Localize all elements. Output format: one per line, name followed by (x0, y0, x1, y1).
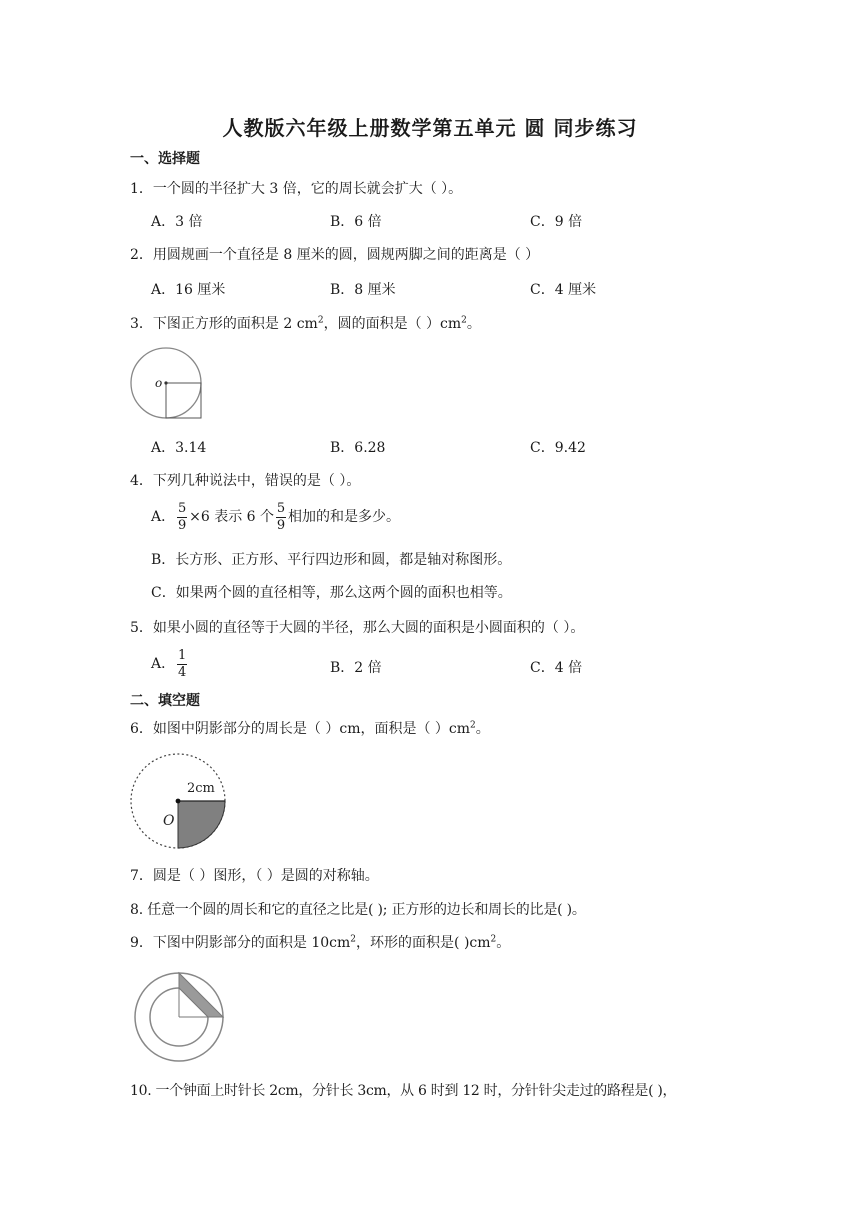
question-4: 4．下列几种说法中，错误的是（ ）。 (130, 473, 361, 489)
section-fill-heading: 二、填空题 (130, 693, 200, 709)
q4-option-a (151, 502, 400, 532)
question-9 (130, 935, 510, 952)
q1-option-a: A．3 倍 (151, 214, 203, 230)
q5-option-a (151, 649, 189, 679)
q2-option-c: C．4 厘米 (530, 282, 597, 298)
q6-text-b: 。 (475, 721, 490, 737)
page-title: 人教版六年级上册数学第五单元 圆 同步练习 (222, 116, 638, 140)
q4-fraction-1 (177, 502, 187, 532)
question-10: 10. 一个钟面上时针长 2cm，分针长 3cm，从 6 时到 12 时，分针针尖走过的路程是( )， (130, 1083, 677, 1099)
q9-sup-1: 2 (350, 934, 357, 945)
q5-a-prefix: A． (151, 656, 176, 673)
q4-option-c: C．如果两个圆的直径相等，那么这两个圆的面积也相等。 (151, 585, 512, 601)
q4-option-b: B．长方形、正方形、平行四边形和圆，都是轴对称图形。 (151, 552, 512, 568)
q6-radius-label: 2cm (187, 781, 215, 796)
q6-center-label: O (163, 813, 175, 829)
q2-option-a: A．16 厘米 (151, 282, 226, 298)
q4-frac2-num: 5 (276, 501, 286, 516)
q3-option-b: B．6.28 (330, 440, 386, 456)
q4-a-prefix: A． (151, 509, 176, 526)
q9-ring-figure (130, 968, 226, 1064)
q5-frac-num: 1 (177, 648, 187, 663)
question-5: 5．如果小圆的直径等于大圆的半径，那么大圆的面积是小圆面积的（ ）。 (130, 620, 585, 636)
q4-frac2-den: 9 (276, 517, 286, 533)
q3-text-b: ，圆的面积是（ ）cm (323, 316, 462, 332)
q9-text-b: ，环形的面积是( )cm (356, 935, 491, 951)
q4-fraction-2 (276, 502, 286, 532)
section-choice-heading: 一、选择题 (130, 151, 200, 167)
q4-a-mid1: ×6 表示 6 个 (189, 509, 275, 526)
q9-sup-2: 2 (490, 934, 497, 945)
q2-option-b: B．8 厘米 (330, 282, 396, 298)
question-6 (130, 721, 490, 738)
q4-frac1-num: 5 (177, 501, 187, 516)
question-7: 7．圆是（ ）图形，（ ）是圆的对称轴。 (130, 868, 379, 884)
q3-circle-square-figure (128, 346, 208, 422)
q6-text-a: 6．如图中阴影部分的周长是（ ）cm，面积是（ ）cm (130, 721, 471, 737)
q5-frac-den: 4 (177, 664, 187, 680)
question-3 (130, 316, 481, 333)
question-2: 2．用圆规画一个直径是 8 厘米的圆，圆规两脚之间的距离是（ ） (130, 247, 540, 263)
q6-quarter-circle-figure (128, 752, 232, 852)
q3-option-a: A．3.14 (151, 440, 207, 456)
question-1: 1．一个圆的半径扩大 3 倍，它的周长就会扩大（ ）。 (130, 181, 463, 197)
q5-option-c: C．4 倍 (530, 660, 583, 676)
q4-frac1-den: 9 (177, 517, 187, 533)
q5-option-b: B．2 倍 (330, 660, 382, 676)
q1-option-c: C．9 倍 (530, 214, 583, 230)
q3-sup-2: 2 (461, 315, 467, 326)
q3-center-label: o (155, 376, 163, 390)
q3-sup-1: 2 (317, 315, 324, 326)
q4-a-mid2: 相加的和是多少。 (288, 509, 401, 526)
q9-text-c: 。 (496, 935, 511, 951)
q5-fraction (177, 649, 187, 679)
q6-sup: 2 (470, 720, 476, 731)
q1-option-b: B．6 倍 (330, 214, 382, 230)
question-8: 8. 任意一个圆的周长和它的直径之比是( ); 正方形的边长和周长的比是( )。 (130, 902, 586, 918)
q9-text-a: 9．下图中阴影部分的面积是 10cm (130, 935, 351, 951)
q3-text-c: 。 (466, 316, 481, 332)
q3-option-c: C．9.42 (530, 440, 586, 456)
q3-text-a: 3．下图正方形的面积是 2 cm (130, 316, 318, 332)
